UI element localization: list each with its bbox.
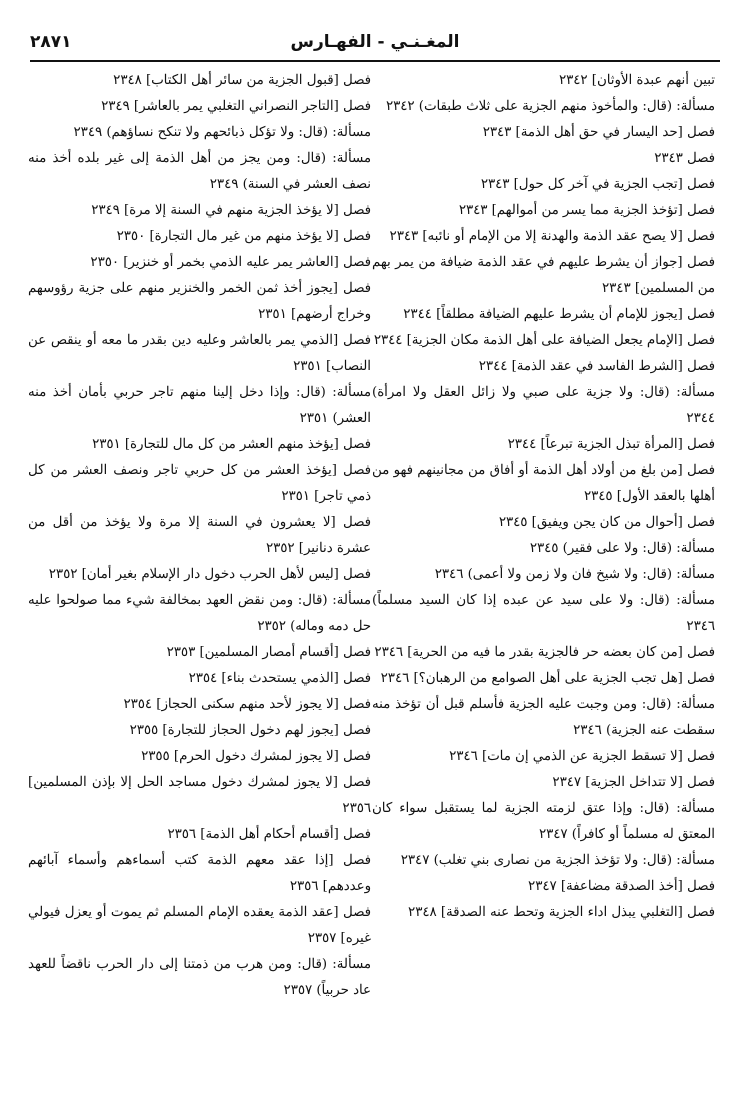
index-entry: مسألة: (قال: وإذا عتق لزمته الجزية لما يستقبل سواء كان المعتق له مسلماً أو كافراً) ٢٣٤٧ [372,801,715,842]
index-entry: فصل [لا يجوز لمشرك دخول مساجد الحل إلا بإذن المسلمين] ٢٣٥٦ [28,775,371,816]
index-entry: فصل [يجوز أخذ ثمن الخمر والخنزير منهم على جزية رؤوسهم وخراج أرضهم] ٢٣٥١ [28,281,371,322]
index-entry: فصل [ليس لأهل الحرب دخول دار الإسلام بغير أمان] ٢٣٥٢ [48,567,371,582]
index-entry: فصل [المرأة تبذل الجزية تبرعاً] ٢٣٤٤ [507,437,715,452]
index-column-left [28,68,371,1004]
index-entry: فصل [الشرط الفاسد في عقد الذمة] ٢٣٤٤ [478,359,715,374]
index-entry: مسألة: (قال: ولا تؤخذ الجزية من نصارى بني تغلب) ٢٣٤٧ [400,853,715,868]
index-entry: فصل [أقسام أحكام أهل الذمة] ٢٣٥٦ [167,827,371,842]
index-entry: فصل [لا يؤخذ الجزية منهم في السنة إلا مرة] ٢٣٤٩ [91,203,371,218]
index-entry: فصل [العاشر يمر عليه الذمي بخمر أو خنزير] ٢٣٥٠ [90,255,371,270]
index-entry: فصل [الذمي يمر بالعاشر وعليه دين بقدر ما معه أو ينقص عن النصاب] ٢٣٥١ [28,333,371,374]
index-entry: فصل [لا يجوز لأحد منهم سكنى الحجاز] ٢٣٥٤ [123,697,371,712]
index-entry: مسألة: (قال: ولا جزية على صبي ولا زائل العقل ولا امرأة) ٢٣٤٤ [372,385,715,426]
index-entry: فصل [الذمي يستحدث بناء] ٢٣٥٤ [188,671,371,686]
index-entry: مسألة: (قال: ومن وجبت عليه الجزية فأسلم قبل أن تؤخذ منه سقطت عنه الجزية) ٢٣٤٦ [372,697,715,738]
running-title: المغـنـي - الفهـارس [290,32,460,52]
index-entry: مسألة: (قال: ولا على سيد عن عبده إذا كان السيد مسلماً) ٢٣٤٦ [372,593,715,634]
index-entry: مسألة: (قال: ومن يجز من أهل الذمة إلى غير بلده أخذ منه نصف العشر في السنة) ٢٣٤٩ [28,151,371,192]
index-entry: فصل [يجوز للإمام أن يشرط عليهم الضيافة مطلقاً] ٢٣٤٤ [403,307,715,322]
index-entry: فصل [تجب الجزية في آخر كل حول] ٢٣٤٣ [480,177,715,192]
index-entry: فصل [تؤخذ الجزية مما يسر من أموالهم] ٢٣٤٣ [458,203,715,218]
index-entry: فصل [لا تتداخل الجزية] ٢٣٤٧ [552,775,715,790]
index-entry: فصل [لا تسقط الجزية عن الذمي إن مات] ٢٣٤٦ [449,749,715,764]
index-entry: مسألة: (قال: ولا على فقير) ٢٣٤٥ [529,541,715,556]
index-entry: تبين أنهم عبدة الأوثان] ٢٣٤٢ [558,73,715,88]
header-rule [30,60,720,62]
index-entry: فصل [لا يعشرون في السنة إلا مرة ولا يؤخذ من أقل من عشرة دنانير] ٢٣٥٢ [28,515,371,556]
index-entry: فصل [إذا عقد معهم الذمة كتب أسماءهم وأسماء آبائهم وعددهم] ٢٣٥٦ [28,853,371,894]
index-entry: فصل [التغلبي يبذل اداء الجزية وتحط عنه الصدقة] ٢٣٤٨ [408,905,715,920]
index-entry: فصل [لا يؤخذ منهم من غير مال التجارة] ٢٣٥٠ [116,229,371,244]
index-entry: فصل [أحوال من كان يجن ويفيق] ٢٣٤٥ [498,515,715,530]
index-entry: مسألة: (قال: ومن نقض العهد بمخالفة شيء مما صولحوا عليه حل دمه وماله) ٢٣٥٢ [28,593,371,634]
page-header [30,30,720,60]
index-entry: مسألة: (قال: وإذا دخل إلينا منهم تاجر حربي بأمان أخذ منه العشر) ٢٣٥١ [28,385,371,426]
index-entry: فصل [من بلغ من أولاد أهل الذمة أو أفاق من مجانينهم فهو من أهلها بالعقد الأول] ٢٣٤٥ [372,463,715,504]
index-entry: فصل ٢٣٤٣ [654,151,715,166]
index-entry: فصل [لا يصح عقد الذمة والهدنة إلا من الإمام أو نائبه] ٢٣٤٣ [389,229,715,244]
index-entry: فصل [يؤخذ العشر من كل حربي تاجر ونصف العشر من كل ذمي تاجر] ٢٣٥١ [28,463,371,504]
index-entry: فصل [يجوز لهم دخول الحجاز للتجارة] ٢٣٥٥ [129,723,371,738]
index-entry: فصل [من كان بعضه حر فالجزية بقدر ما فيه من الحرية] ٢٣٤٦ [374,645,715,660]
index-entry: مسألة: (قال: ومن هرب من ذمتنا إلى دار الحرب ناقضاً للعهد عاد حربياً) ٢٣٥٧ [28,957,371,998]
index-entry: مسألة: (قال: والمأخوذ منهم الجزية على ثلاث طبقات) ٢٣٤٢ [386,99,715,114]
index-entry: فصل [جواز أن يشرط عليهم في عقد الذمة ضيافة من يمر بهم من المسلمين] ٢٣٤٣ [372,255,715,296]
page-number: ٢٨٧١ [30,32,72,52]
index-entry: فصل [أقسام أمصار المسلمين] ٢٣٥٣ [166,645,371,660]
index-entry: فصل [لا يجوز لمشرك دخول الحرم] ٢٣٥٥ [141,749,371,764]
index-entry: فصل [عقد الذمة يعقده الإمام المسلم ثم يموت أو يعزل فيولي غيره] ٢٣٥٧ [28,905,371,946]
index-entry: فصل [التاجر النصراني التغلبي يمر بالعاشر] ٢٣٤٩ [101,99,371,114]
index-entry: فصل [يؤخذ منهم العشر من كل مال للتجارة] ٢٣٥١ [92,437,371,452]
index-entry: مسألة: (قال: ولا شيخ فان ولا زمن ولا أعمى) ٢٣٤٦ [434,567,715,582]
index-column-right [372,68,715,926]
index-entry: فصل [أخذ الصدقة مضاعفة] ٢٣٤٧ [528,879,715,894]
index-entry: فصل [قبول الجزية من سائر أهل الكتاب] ٢٣٤٨ [113,73,371,88]
index-entry: فصل [الإمام يجعل الضيافة على أهل الذمة مكان الجزية] ٢٣٤٤ [373,333,715,348]
index-entry: فصل [حد اليسار في حق أهل الذمة] ٢٣٤٣ [482,125,715,140]
index-entry: فصل [هل تجب الجزية على أهل الصوامع من الرهبان؟] ٢٣٤٦ [380,671,715,686]
index-entry: مسألة: (قال: ولا تؤكل ذبائحهم ولا تنكح نساؤهم) ٢٣٤٩ [73,125,371,140]
